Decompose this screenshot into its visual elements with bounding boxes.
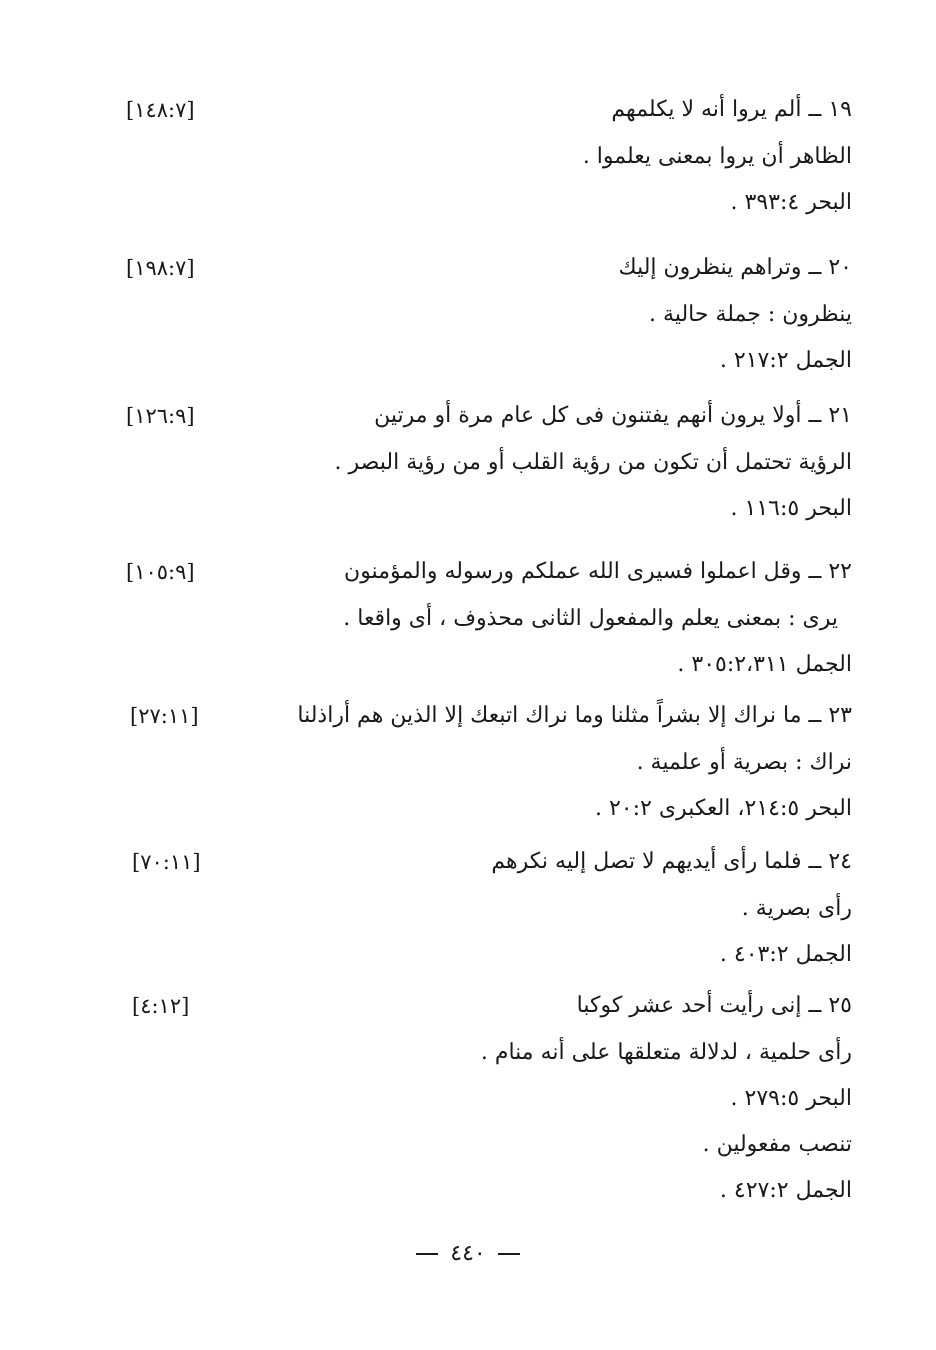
commentary-line: رأى بصرية . bbox=[741, 896, 852, 921]
entry-23 bbox=[120, 692, 852, 832]
verse-reference: [٧٠:١١] bbox=[132, 850, 201, 874]
verse-line bbox=[120, 838, 852, 886]
commentary-line: يرى : بمعنى يعلم والمفعول الثانى محذوف ، أى واقعا . bbox=[343, 606, 838, 631]
page-number-text: ٤٤٠ bbox=[450, 1241, 486, 1266]
commentary-line: الرؤية تحتمل أن تكون من رؤية القلب أو من رؤية البصر . bbox=[334, 450, 852, 475]
verse-line bbox=[120, 692, 852, 740]
entry-20 bbox=[120, 244, 852, 384]
verse-text: ٢٥ ــ إنى رأيت أحد عشر كوكبا bbox=[576, 993, 852, 1018]
source-line: البحر ١١٦:٥ . bbox=[730, 496, 852, 521]
entry-21 bbox=[120, 392, 852, 532]
commentary-line: نراك : بصرية أو علمية . bbox=[636, 750, 852, 775]
dash-ornament bbox=[498, 1253, 520, 1255]
entry-22 bbox=[120, 548, 852, 688]
verse-text: ٢٢ ــ وقل اعملوا فسيرى الله عملكم ورسوله والمؤمنون bbox=[344, 559, 852, 584]
commentary-line: تنصب مفعولين . bbox=[702, 1132, 852, 1157]
verse-reference: [١٩٨:٧] bbox=[126, 256, 195, 280]
source-line: البحر ٣٩٣:٤ . bbox=[730, 190, 852, 215]
source-line: الجمل ٢١٧:٢ . bbox=[719, 348, 852, 373]
verse-line bbox=[120, 392, 852, 440]
verse-text: ٢٠ ــ وتراهم ينظرون إليك bbox=[618, 255, 852, 280]
verse-line bbox=[120, 548, 852, 596]
verse-reference: [١٤٨:٧] bbox=[126, 98, 195, 122]
commentary-line: رأى حلمية ، لدلالة متعلقها على أنه منام . bbox=[480, 1040, 852, 1065]
dash-ornament bbox=[416, 1253, 438, 1255]
verse-text: ٢٣ ــ ما نراك إلا بشراً مثلنا وما نراك اتبعك إلا الذين هم أراذلنا bbox=[297, 703, 852, 728]
verse-reference: [٢٧:١١] bbox=[130, 704, 199, 728]
source-line: البحر ٢١٤:٥، العكبرى ٢٠:٢ . bbox=[594, 796, 852, 821]
verse-reference: [١٢٦:٩] bbox=[126, 404, 195, 428]
verse-line bbox=[120, 982, 852, 1030]
verse-text: ٢١ ــ أولا يرون أنهم يفتنون فى كل عام مرة أو مرتين bbox=[374, 403, 852, 428]
source-line: الجمل ٣٠٥:٢،٣١١ . bbox=[677, 652, 852, 677]
page-number bbox=[0, 1232, 936, 1276]
commentary-line: الظاهر أن يروا بمعنى يعلموا . bbox=[582, 144, 852, 169]
commentary-line: ينظرون : جملة حالية . bbox=[649, 302, 852, 327]
entry-24 bbox=[120, 838, 852, 978]
entry-25 bbox=[120, 982, 852, 1214]
verse-reference: [٤:١٢] bbox=[132, 994, 190, 1018]
verse-text: ١٩ ــ ألم يروا أنه لا يكلمهم bbox=[611, 97, 852, 122]
source-line: الجمل ٤٢٧:٢ . bbox=[719, 1178, 852, 1203]
entry-19 bbox=[120, 86, 852, 226]
verse-text: ٢٤ ــ فلما رأى أيديهم لا تصل إليه نكرهم bbox=[491, 849, 852, 874]
source-line: البحر ٢٧٩:٥ . bbox=[730, 1086, 852, 1111]
verse-line bbox=[120, 244, 852, 292]
source-line: الجمل ٤٠٣:٢ . bbox=[719, 942, 852, 967]
verse-reference: [١٠٥:٩] bbox=[126, 560, 195, 584]
verse-line bbox=[120, 86, 852, 134]
